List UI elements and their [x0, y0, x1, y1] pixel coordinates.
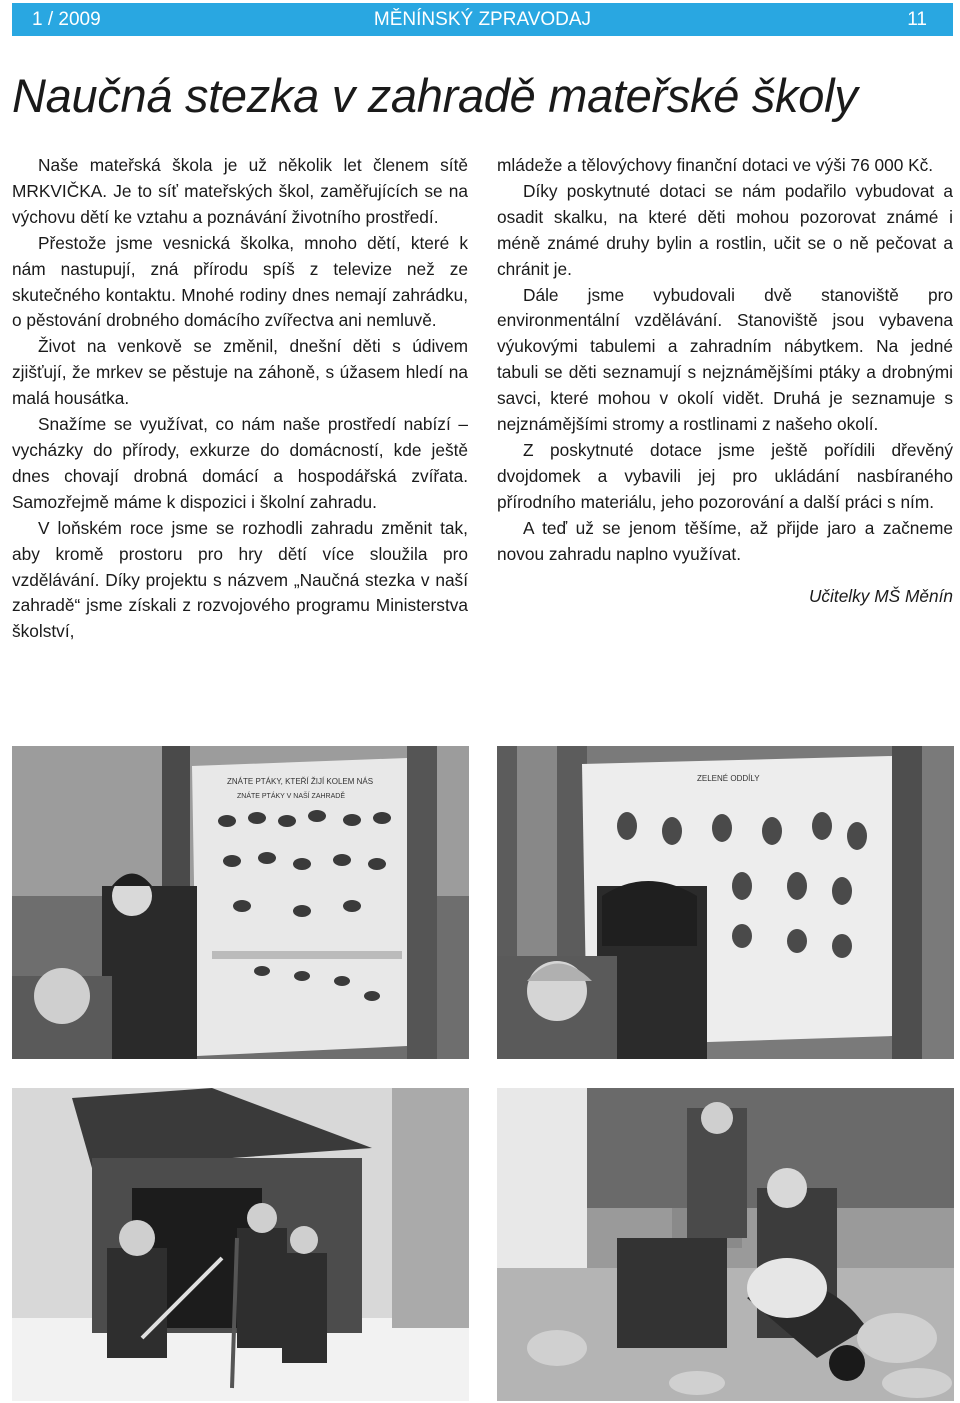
article-signature: Učitelky MŠ Měnín	[808, 585, 953, 606]
article-column-right	[497, 153, 953, 609]
photo-rock-garden	[497, 1088, 954, 1401]
paragraph: Z poskytnuté dotace jsme ještě pořídili dřevěný dvojdomek a vybavili jej pro ukládání nasbíraného přírodního materiálu, jeho pozorování a další práci s ním.	[497, 439, 953, 512]
paragraph: Naše mateřská škola je už několik let členem sítě MRKVIČKA. Je to síť mateřských škol, zaměřujících se na výchovu dětí ke vztahu a poznávání životního prostředí.	[12, 155, 468, 227]
paragraph: V loňském roce jsme se rozhodli zahradu změnit tak, aby kromě prostoru pro hry dětí více sloužila pro vzdělávání. Díky projektu s názvem „Naučná stezka v naší zahradě“ jsme získali z rozvojového programu Ministerstva školství,	[12, 517, 468, 642]
article-headline: Naučná stezka v zahradě mateřské školy	[12, 69, 858, 122]
paragraph: Snažíme se využívat, co nám naše prostředí nabízí – vycházky do přírody, exkurze do domácností, kde ještě dnes chovají drobná domácí a hospodářská zvířata. Samozřejmě máme k dispozici i školní zahradu.	[12, 414, 468, 512]
photo-bird-board	[12, 746, 469, 1059]
paragraph: A teď už se jenom těšíme, až přijde jaro a začneme novou zahradu naplno využívat.	[497, 517, 953, 564]
paragraph: Dále jsme vybudovali dvě stanoviště pro environmentální vzdělávání. Stanoviště jsou vybavena výukovými tabulemi a zahradním nábytkem. Na jedné tabuli se děti seznamují s nejznámějšími ptáky a drobnými savci, které mohou v okolí vidět. Druhá je seznamuje s nejznámějšími stromy a rostlinami z našeho okolí.	[497, 284, 953, 435]
page-number: 11	[907, 8, 927, 30]
paragraph: Přestože jsme vesnická školka, mnoho dětí, které k nám nastupují, zná přírodu spíš z televize než ze skutečného kontaktu. Mnohé rodiny dnes nemají zahrádku, o pěstování drobného domácího zvířectva ani nemluvě.	[12, 232, 468, 331]
paragraph-continuation: mládeže a tělovýchovy finanční dotaci ve výši 76 000 Kč.	[497, 155, 934, 175]
photo-plant-board	[497, 746, 954, 1059]
newsletter-title: MĚNÍNSKÝ ZPRAVODAJ	[373, 8, 592, 30]
paragraph: Život na venkově se změnil, dnešní děti s údivem zjišťují, že mrkev se pěstuje na záhoně, s úžasem hledí na malá housátka.	[12, 336, 468, 409]
header-bar	[12, 3, 953, 36]
board-title: ZNÁTE PTÁKY, KTEŘÍ ŽIJÍ KOLEM NÁS	[227, 777, 374, 786]
paragraph: Díky poskytnuté dotaci se nám podařilo vybudovat a osadit skalku, na které děti mohou pozorovat známé i méně známé druhy bylin a rostlin, učit se o ně pečovat a chránit je.	[497, 180, 953, 279]
article-column-left	[12, 153, 468, 645]
board-title: ZELENÉ ODDÍLY	[697, 774, 760, 783]
board-subtitle: ZNÁTE PTÁKY V NAŠÍ ZAHRADĚ	[237, 793, 346, 800]
issue-number: 1 / 2009	[32, 8, 101, 30]
photo-wooden-house	[12, 1088, 469, 1401]
